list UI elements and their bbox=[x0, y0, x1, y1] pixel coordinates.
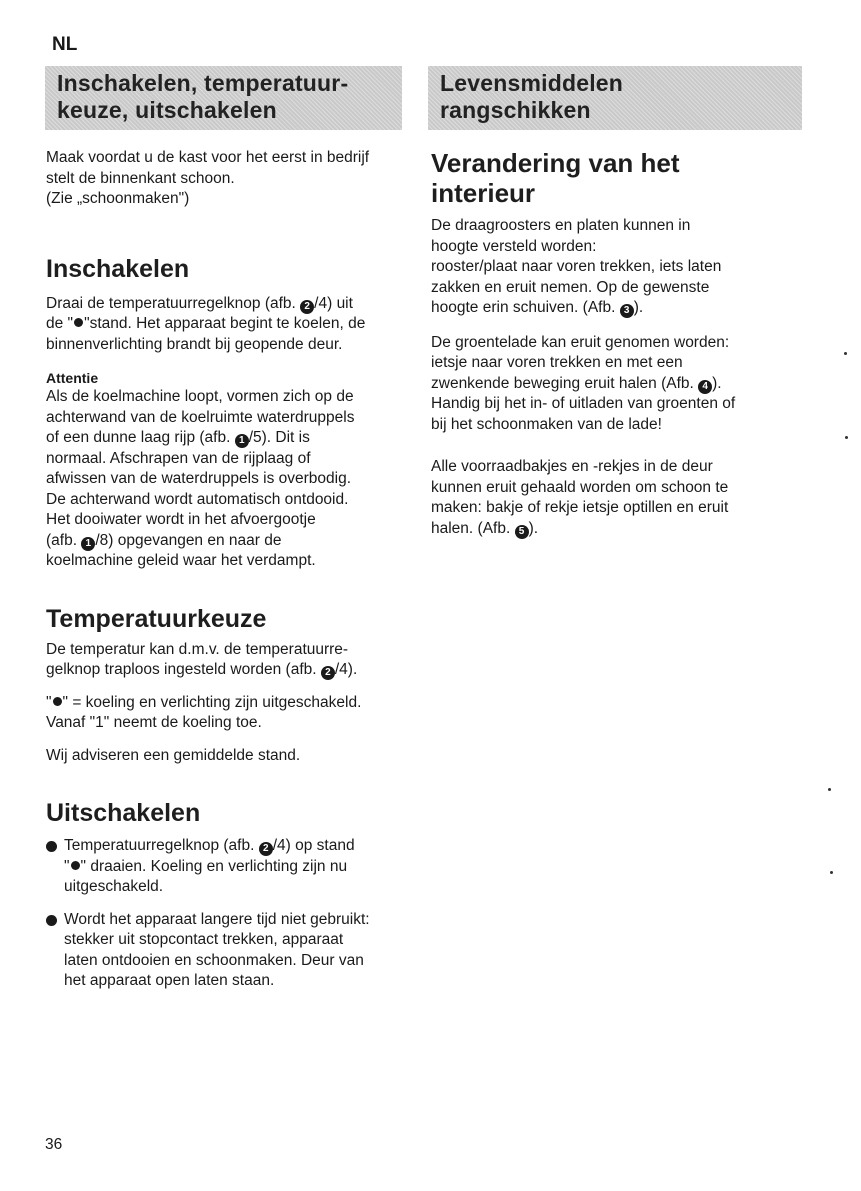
text-line bbox=[431, 519, 801, 540]
text-line: zakken en eruit nemen. Op de gewenste bbox=[431, 278, 710, 296]
dot-symbol-icon bbox=[71, 861, 80, 870]
text-line: bij het schoonmaken van de lade! bbox=[431, 415, 662, 433]
text-span: of een dunne laag rijp (afb. bbox=[46, 429, 235, 446]
text-line: het apparaat open laten staan. bbox=[64, 972, 275, 989]
text-line: uitgeschakeld. bbox=[64, 878, 164, 895]
dot-symbol-icon bbox=[53, 697, 62, 706]
verandering-paragraph-2 bbox=[431, 333, 801, 436]
heading-inschakelen: Inschakelen bbox=[46, 254, 190, 283]
text-span: (afb. bbox=[46, 531, 82, 549]
text-span: gelknop traploos ingesteld worden (afb. bbox=[46, 661, 321, 678]
dot-symbol-icon bbox=[74, 318, 83, 327]
page-number: 36 bbox=[45, 1136, 63, 1153]
banner-line: Inschakelen, temperatuur- bbox=[57, 70, 349, 96]
text-line bbox=[46, 531, 416, 552]
banner-line: Levensmiddelen bbox=[440, 70, 624, 96]
text-line: koelmachine geleid waar het verdampt. bbox=[46, 552, 316, 569]
bullet-item bbox=[46, 910, 416, 992]
text-span: /8) opgevangen en naar de bbox=[95, 531, 282, 549]
section-banner-inschakelen bbox=[45, 66, 402, 130]
text-line: stekker uit stopcontact trekken, apparaat bbox=[64, 931, 344, 948]
text-line: De draagroosters en platen kunnen in bbox=[431, 217, 691, 234]
text-line: laten ontdooien en schoonmaken. Deur van bbox=[64, 951, 364, 969]
intro-paragraph bbox=[46, 148, 416, 210]
text-line bbox=[431, 374, 801, 395]
text-span: " = koeling en verlichting zijn uitgeschakeld. bbox=[62, 693, 362, 711]
text-span: /4). bbox=[334, 661, 358, 678]
text-span: de " bbox=[46, 315, 74, 332]
heading-line: interieur bbox=[431, 178, 536, 208]
scan-speck bbox=[830, 871, 833, 874]
text-line: Het dooiwater wordt in het afvoergootje bbox=[46, 511, 316, 528]
text-span: ). bbox=[712, 374, 722, 392]
heading-temperatuurkeuze: Temperatuurkeuze bbox=[46, 604, 267, 633]
banner-line: rangschikken bbox=[440, 97, 591, 123]
text-span: /4) uit bbox=[314, 294, 353, 312]
attention-block bbox=[46, 369, 416, 572]
left-column bbox=[46, 148, 416, 992]
text-line: Alle voorraadbakjes en -rekjes in de deur bbox=[431, 458, 713, 475]
bullet-item bbox=[46, 836, 416, 898]
attention-label: Attentie bbox=[46, 370, 99, 386]
text-line: Handig bij het in- of uitladen van groenten of bbox=[431, 395, 736, 412]
figure-number-badge: 4 bbox=[698, 380, 712, 394]
heading-line: Verandering van het bbox=[431, 148, 680, 178]
text-line bbox=[64, 836, 416, 857]
text-line: binnenverlichting brandt bij geopende deur. bbox=[46, 335, 343, 353]
text-line: stelt de binnenkant schoon. bbox=[46, 169, 235, 187]
text-span: /4) op stand bbox=[272, 837, 355, 854]
verandering-paragraph-1 bbox=[431, 216, 801, 319]
text-line: afwissen van de waterdruppels is overbodig. bbox=[46, 470, 352, 487]
scan-speck bbox=[845, 436, 848, 439]
text-line: kunnen eruit gehaald worden om schoon te bbox=[431, 478, 729, 496]
figure-number-badge: 2 bbox=[259, 842, 273, 856]
heading-uitschakelen: Uitschakelen bbox=[46, 799, 201, 827]
text-span: Draai de temperatuurregelknop (afb. bbox=[46, 294, 301, 312]
bullet-icon bbox=[46, 841, 57, 852]
figure-number-badge: 3 bbox=[620, 304, 634, 318]
text-span: /5). Dit is bbox=[248, 429, 310, 446]
text-line bbox=[431, 298, 801, 319]
temperatuurkeuze-paragraph bbox=[46, 640, 416, 681]
text-line: De groentelade kan eruit genomen worden: bbox=[431, 333, 730, 351]
figure-number-badge: 2 bbox=[300, 300, 314, 314]
text-line: maken: bakje of rekje ietsje optillen en eruit bbox=[431, 499, 729, 516]
inschakelen-paragraph bbox=[46, 294, 416, 356]
text-line bbox=[64, 857, 416, 878]
text-line: Vanaf "1" neemt de koeling toe. bbox=[46, 714, 262, 731]
text-line: rooster/plaat naar voren trekken, iets laten bbox=[431, 258, 722, 275]
text-line: ietsje naar voren trekken en met een bbox=[431, 354, 683, 371]
text-span: hoogte erin schuiven. (Afb. bbox=[431, 299, 620, 316]
text-span: " draaien. Koeling en verlichting zijn nu bbox=[80, 857, 348, 875]
text-line: achterwand van de koelruimte waterdruppels bbox=[46, 408, 355, 426]
figure-number-badge: 2 bbox=[321, 666, 335, 680]
text-line: hoogte versteld worden: bbox=[431, 237, 597, 255]
text-span: zwenkende beweging eruit halen (Afb. bbox=[431, 374, 699, 392]
text-line: De temperatur kan d.m.v. de temperatuurre- bbox=[46, 640, 349, 658]
text-line: Als de koelmachine loopt, vormen zich op de bbox=[46, 388, 354, 405]
heading-verandering bbox=[431, 148, 801, 208]
text-span: " bbox=[64, 857, 70, 875]
text-span: ). bbox=[528, 519, 539, 537]
text-line: normaal. Afschrapen van de rijplaag of bbox=[46, 449, 311, 467]
text-line: Maak voordat u de kast voor het eerst in bedrijf bbox=[46, 149, 370, 166]
temperatuurkeuze-paragraph-2 bbox=[46, 693, 416, 734]
language-code: NL bbox=[52, 34, 78, 55]
bullet-icon bbox=[46, 915, 57, 926]
banner-line: keuze, uitschakelen bbox=[57, 97, 277, 123]
figure-number-badge: 1 bbox=[235, 434, 249, 448]
text-line: (Zie „schoonmaken") bbox=[46, 190, 190, 207]
text-line bbox=[46, 428, 416, 449]
scan-speck bbox=[828, 788, 831, 791]
text-span: ). bbox=[633, 299, 644, 316]
figure-number-badge: 5 bbox=[515, 525, 529, 539]
text-line bbox=[46, 660, 416, 681]
text-line: Wij adviseren een gemiddelde stand. bbox=[46, 746, 301, 764]
text-line bbox=[46, 314, 416, 335]
section-banner-levensmiddelen bbox=[428, 66, 802, 130]
figure-number-badge: 1 bbox=[81, 537, 95, 551]
text-line: Wordt het apparaat langere tijd niet gebruikt: bbox=[64, 910, 370, 928]
text-line bbox=[46, 294, 416, 315]
text-span: halen. (Afb. bbox=[431, 519, 515, 537]
text-span: Temperatuurregelknop (afb. bbox=[64, 837, 259, 854]
right-column bbox=[431, 148, 801, 539]
scan-speck bbox=[844, 352, 847, 355]
text-line: De achterwand wordt automatisch ontdooid. bbox=[46, 490, 349, 508]
verandering-paragraph-3 bbox=[431, 457, 801, 539]
text-span: "stand. Het apparaat begint te koelen, de bbox=[84, 315, 366, 332]
text-line bbox=[46, 693, 416, 714]
text-span: " bbox=[46, 693, 52, 711]
